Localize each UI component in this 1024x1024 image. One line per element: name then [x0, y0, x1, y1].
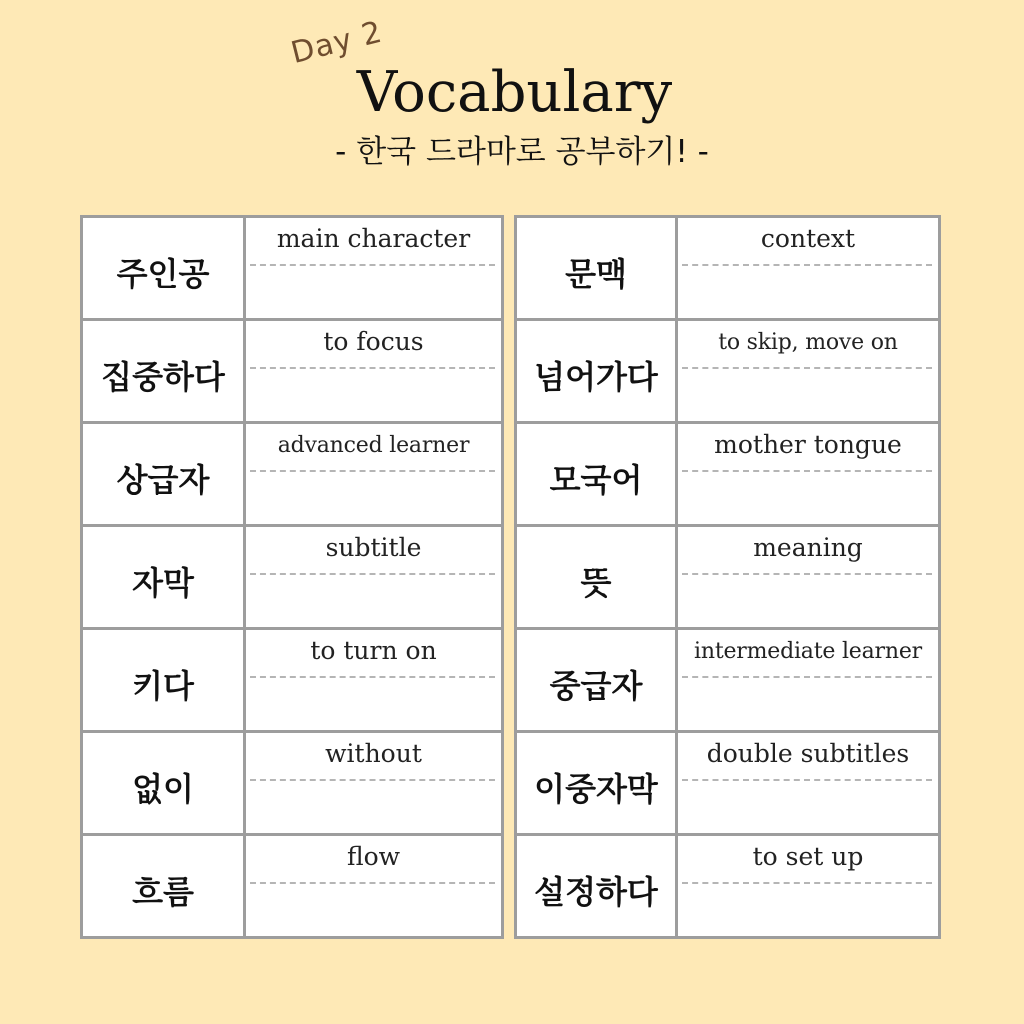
dashed-divider — [250, 264, 495, 266]
korean-word: 설정하다 — [517, 836, 675, 936]
dashed-divider — [682, 779, 932, 781]
korean-word: 자막 — [83, 527, 243, 627]
vocab-row — [83, 321, 501, 421]
english-meaning-cell — [246, 527, 501, 627]
english-meaning-cell — [246, 630, 501, 730]
english-meaning: to set up — [752, 842, 864, 871]
dashed-divider — [682, 264, 932, 266]
vocab-row — [517, 836, 938, 936]
dashed-divider — [250, 779, 495, 781]
english-meaning-cell — [678, 424, 938, 524]
dashed-divider — [250, 573, 495, 575]
dashed-divider — [682, 470, 932, 472]
english-meaning: flow — [346, 842, 401, 871]
korean-word: 주인공 — [83, 218, 243, 318]
korean-word: 넘어가다 — [517, 321, 675, 421]
vocab-row — [83, 630, 501, 730]
dashed-divider — [682, 676, 932, 678]
english-meaning: advanced learner — [277, 433, 470, 458]
english-meaning-cell — [678, 218, 938, 318]
vocab-row — [517, 630, 938, 730]
english-meaning-cell — [246, 424, 501, 524]
dashed-divider — [682, 367, 932, 369]
english-meaning: to turn on — [310, 636, 437, 665]
vocab-row — [83, 527, 501, 627]
english-meaning-cell — [678, 836, 938, 936]
english-meaning-cell — [246, 836, 501, 936]
page-subtitle: - 한국 드라마로 공부하기! - — [335, 134, 709, 170]
english-meaning: double subtitles — [706, 739, 910, 768]
english-meaning: meaning — [753, 533, 863, 562]
english-meaning: intermediate learner — [694, 639, 922, 664]
vocab-row — [83, 424, 501, 524]
korean-word: 키다 — [83, 630, 243, 730]
english-meaning: mother tongue — [714, 430, 902, 459]
vocab-row — [517, 218, 938, 318]
korean-word: 집중하다 — [83, 321, 243, 421]
korean-word: 문맥 — [517, 218, 675, 318]
dashed-divider — [250, 470, 495, 472]
korean-word: 이중자막 — [517, 733, 675, 833]
english-meaning-cell — [678, 630, 938, 730]
dashed-divider — [682, 882, 932, 884]
day-label: Day 2 — [287, 14, 387, 72]
english-meaning: to focus — [323, 327, 424, 356]
korean-word: 중급자 — [517, 630, 675, 730]
english-meaning-cell — [678, 733, 938, 833]
dashed-divider — [682, 573, 932, 575]
korean-word: 뜻 — [517, 527, 675, 627]
korean-word: 모국어 — [517, 424, 675, 524]
english-meaning-cell — [246, 733, 501, 833]
english-meaning-cell — [246, 218, 501, 318]
vocab-table-left — [80, 215, 504, 939]
korean-word: 상급자 — [83, 424, 243, 524]
vocab-table-right — [514, 215, 941, 939]
english-meaning-cell — [678, 321, 938, 421]
english-meaning: main character — [276, 224, 471, 253]
dashed-divider — [250, 367, 495, 369]
vocab-row — [83, 836, 501, 936]
vocab-row — [83, 218, 501, 318]
vocab-row — [517, 527, 938, 627]
english-meaning-cell — [246, 321, 501, 421]
english-meaning: without — [325, 739, 422, 768]
vocab-row — [517, 321, 938, 421]
english-meaning-cell — [678, 527, 938, 627]
vocab-row — [83, 733, 501, 833]
korean-word: 흐름 — [83, 836, 243, 936]
vocab-row — [517, 424, 938, 524]
dashed-divider — [250, 882, 495, 884]
english-meaning: context — [760, 224, 856, 253]
english-meaning: subtitle — [325, 533, 422, 562]
english-meaning: to skip, move on — [718, 330, 898, 355]
korean-word: 없이 — [83, 733, 243, 833]
vocab-row — [517, 733, 938, 833]
dashed-divider — [250, 676, 495, 678]
page-title: Vocabulary — [356, 60, 673, 125]
